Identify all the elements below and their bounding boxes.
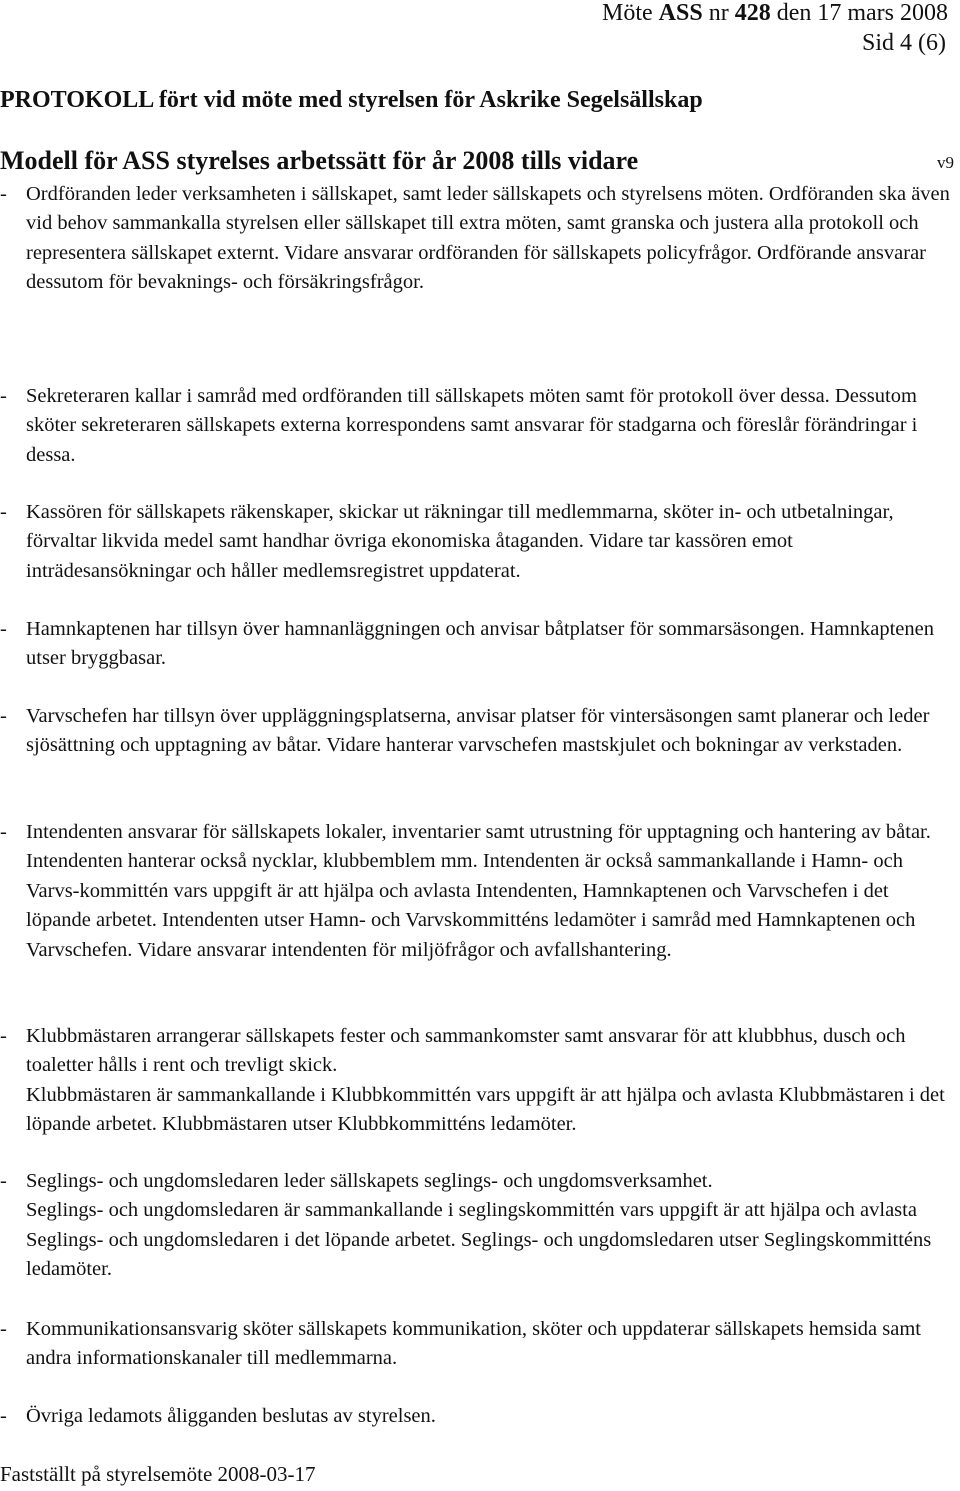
duty-ordforande: - Ordföranden leder verksamheten i sällskapet, samt leder sällskapets och styrelsens möten. Ordföranden ska även vid behov sammankalla styrelsen eller sällskapet till extra möten, samt granska och justera alla protokoll och representera sällskapet externt. Vidare ansvarar ordföranden för sällskapets policyfrågor. Ordförande ansvarar dessutom för bevaknings- och försäkringsfrågor. [0, 183, 950, 294]
protocol-title: PROTOKOLL fört vid möte med styrelsen för Askrike Segelsällskap [0, 87, 703, 113]
duty-hamnkapten: - Hamnkaptenen har tillsyn över hamnanläggningen och anvisar båtplatser för sommarsäsongen. Hamnkaptenen utser bryggbasar. [0, 618, 934, 670]
duty-klubbmastare: - Klubbmästaren arrangerar sällskapets fester och sammankomster samt ansvarar för att klubbhus, dusch och toaletter hålls i rent och trevligt skick. Klubbmästaren är sammankallande i Klubbkommittén vars uppgift är att hjälpa och avlasta Klubbmästaren i det löpande arbetet. Klubbmästaren utser Klubbkommitténs ledamöter. [0, 1025, 945, 1136]
duty-kommunikationsansvarig: - Kommunikationsansvarig sköter sällskapets kommunikation, sköter och uppdaterar sällskapets hemsida samt andra informationskanaler till medlemmarna. [0, 1318, 921, 1370]
duty-ovriga-ledamoter: - Övriga ledamots åligganden beslutas av styrelsen. [0, 1405, 436, 1427]
duty-kassor: - Kassören för sällskapets räkenskaper, skickar ut räkningar till medlemmarna, sköter in- och utbetalningar, förvaltar likvida medel samt handhar övriga ekonomiska åtaganden. Vidare tar kassören emot inträdesansökningar och håller medlemsregistret uppdaterat. [0, 501, 894, 582]
meeting-org: ASS [658, 0, 703, 26]
duty-varvschef: - Varvschefen har tillsyn över uppläggningsplatserna, anvisar platser för vintersäsongen samt planerar och leder sjösättning och upptagning av båtar. Vidare hanterar varvschefen mastskjulet och bokningar av verkstaden. [0, 705, 930, 757]
duty-seglingsledare: - Seglings- och ungdomsledaren leder sällskapets seglings- och ungdomsverksamhet. Seglings- och ungdomsledaren är sammankallande i seglingskommittén vars uppgift är att hjälpa och avlasta Seglings- och ungdomsledaren i det löpande arbetet. Seglings- och ungdomsledaren utser Seglingskommitténs ledamöter. [0, 1170, 932, 1281]
duty-sekreterare: - Sekreteraren kallar i samråd med ordföranden till sällskapets möten samt för protokoll över dessa. Dessutom sköter sekreteraren sällskapets externa korrespondens samt ansvarar för stadgarna och föreslår förändringar i dessa. [0, 385, 918, 466]
duty-intendent: - Intendenten ansvarar för sällskapets lokaler, inventarier samt utrustning för upptagning och hantering av båtar. Intendenten hanterar också nycklar, klubbemblem mm. Intendenten är också sammankallande i Hamn- och Varvs-kommittén vars uppgift är att hjälpa och avlasta Intendenten, Hamnkaptenen och Varvschefen i det löpande arbetet. Intendenten utser Hamn- och Varvskommitténs ledamöter i samråd med Hamnkaptenen och Varvschefen. Vidare ansvarar intendenten för miljöfrågor och avfallshantering. [0, 821, 931, 961]
section-title: Modell för ASS styrelses arbetssätt för år 2008 tills vidare [0, 146, 639, 175]
version-label: v9 [937, 153, 954, 172]
footer-approval: Fastställt på styrelsemöte 2008-03-17 [0, 1462, 316, 1486]
page-number: Sid 4 (6) [862, 30, 946, 56]
meeting-number: 428 [734, 0, 771, 26]
meeting-reference: Möte ASS nr 428 den 17 mars 2008 [601, 0, 948, 26]
